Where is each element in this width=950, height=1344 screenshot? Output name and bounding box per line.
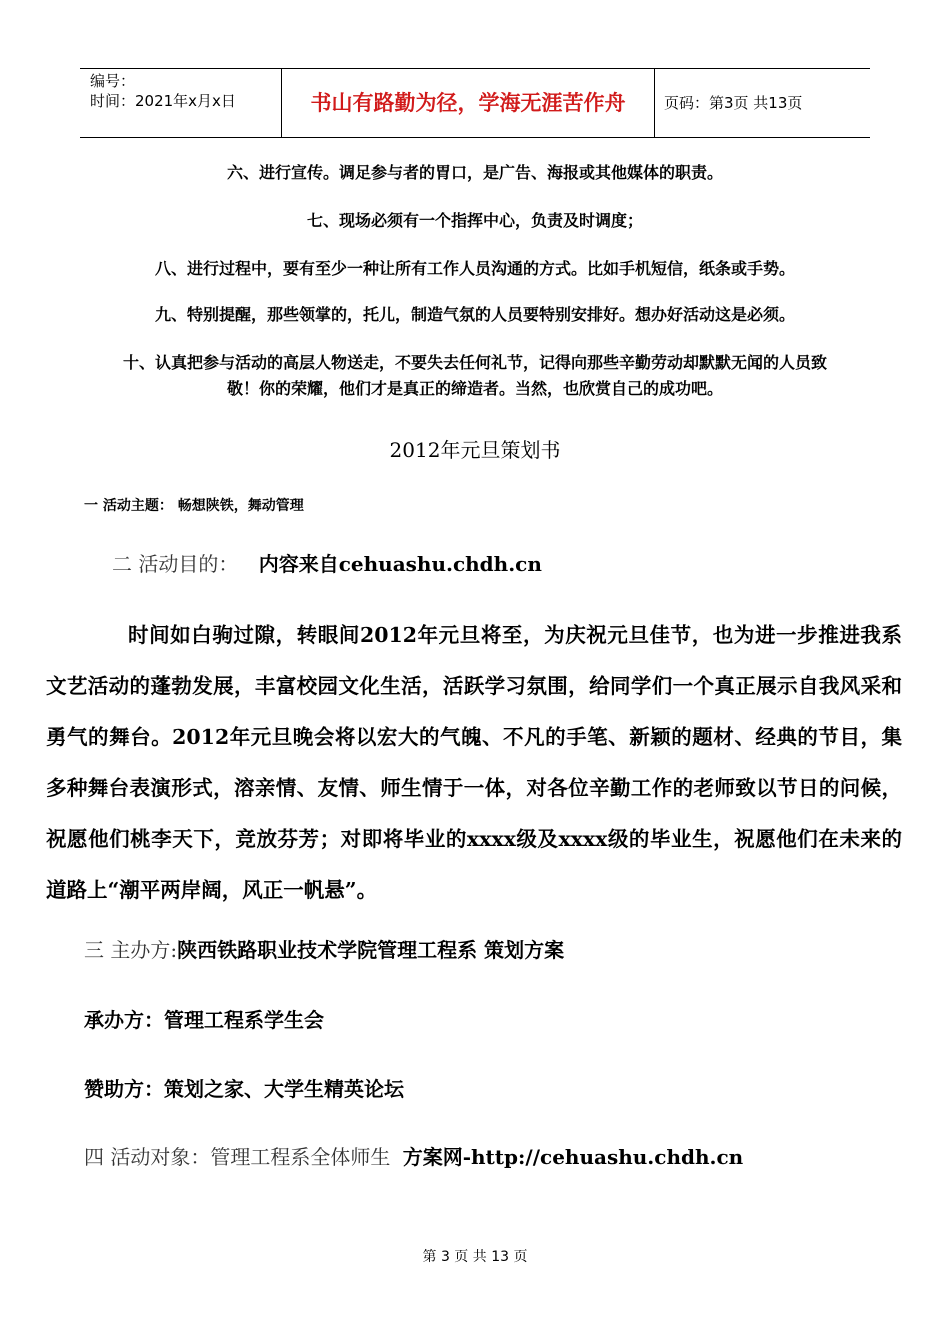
- header-divider: [654, 69, 655, 137]
- header-date: 时间：2021年x月x日: [90, 92, 236, 110]
- page-header: [80, 68, 870, 138]
- page-footer: 第 3 页 共 13 页: [422, 1249, 528, 1265]
- tip-6: 六、进行宣传。调足参与者的胃口，是广告、海报或其他媒体的职责。: [226, 163, 723, 182]
- organizer-value: 陕西铁路职业技术学院管理工程系 策划方案: [177, 938, 565, 962]
- tip-8: 八、进行过程中，要有至少一种让所有工作人员沟通的方式。比如手机短信，纸条或手势。: [154, 259, 795, 278]
- header-number: 编号：: [90, 72, 136, 90]
- organizer: [84, 934, 564, 963]
- activity-theme: 一 活动主题： 畅想陕铁，舞动管理: [84, 498, 304, 514]
- tip-7: 七、现场必须有一个指挥中心，负责及时调度；: [306, 211, 643, 230]
- tip-10-line2: 敬！你的荣耀，他们才是真正的缔造者。当然，也欣赏自己的成功吧。: [226, 379, 723, 398]
- audience: [84, 1141, 743, 1170]
- purpose-value: 内容来自cehuashu.chdh.cn: [258, 552, 542, 576]
- audience-label: 四 活动对象：管理工程系全体师生: [84, 1145, 391, 1169]
- tip-10-line1: 十、认真把参与活动的高层人物送走，不要失去任何礼节，记得向那些辛勤劳动却默默无闻的人员致: [122, 353, 827, 372]
- intro-paragraph: 时间如白驹过隙，转眼间2012年元旦将至，为庆祝元旦佳节，也为进一步推进我系文艺活动的蓬勃发展，丰富校园文化生活，活跃学习氛围，给同学们一个真正展示自我风采和勇气的舞台。2012年元旦晚会将以宏大的气魄、不凡的手笔、新颖的题材、经典的节目，集多种舞台表演形式，溶亲情、友情、师生情于一体，对各位辛勤工作的老师致以节日的问候，祝愿他们桃李天下，竞放芬芳；对即将毕业的xxxx级及xxxx级的毕业生，祝愿他们在未来的道路上“潮平两岸阔，风正一帆悬”。: [46, 623, 902, 902]
- header-page-info: 页码：第3页 共13页: [664, 94, 803, 112]
- purpose-label: 二 活动目的：: [112, 552, 239, 576]
- sponsor: 赞助方：策划之家、大学生精英论坛: [84, 1077, 404, 1101]
- header-motto: 书山有路勤为径，学海无涯苦作舟: [310, 91, 626, 115]
- undertaker: 承办方：管理工程系学生会: [84, 1008, 324, 1032]
- tip-9: 九、特别提醒，那些领掌的，托儿，制造气氛的人员要特别安排好。想办好活动这是必须。: [154, 305, 795, 324]
- audience-value: 方案网-http://cehuashu.chdh.cn: [402, 1145, 744, 1169]
- activity-purpose: [112, 548, 542, 577]
- organizer-label: 三 主办方:: [84, 938, 178, 962]
- doc-title: 2012年元旦策划书: [389, 438, 561, 462]
- header-meta: [90, 71, 280, 111]
